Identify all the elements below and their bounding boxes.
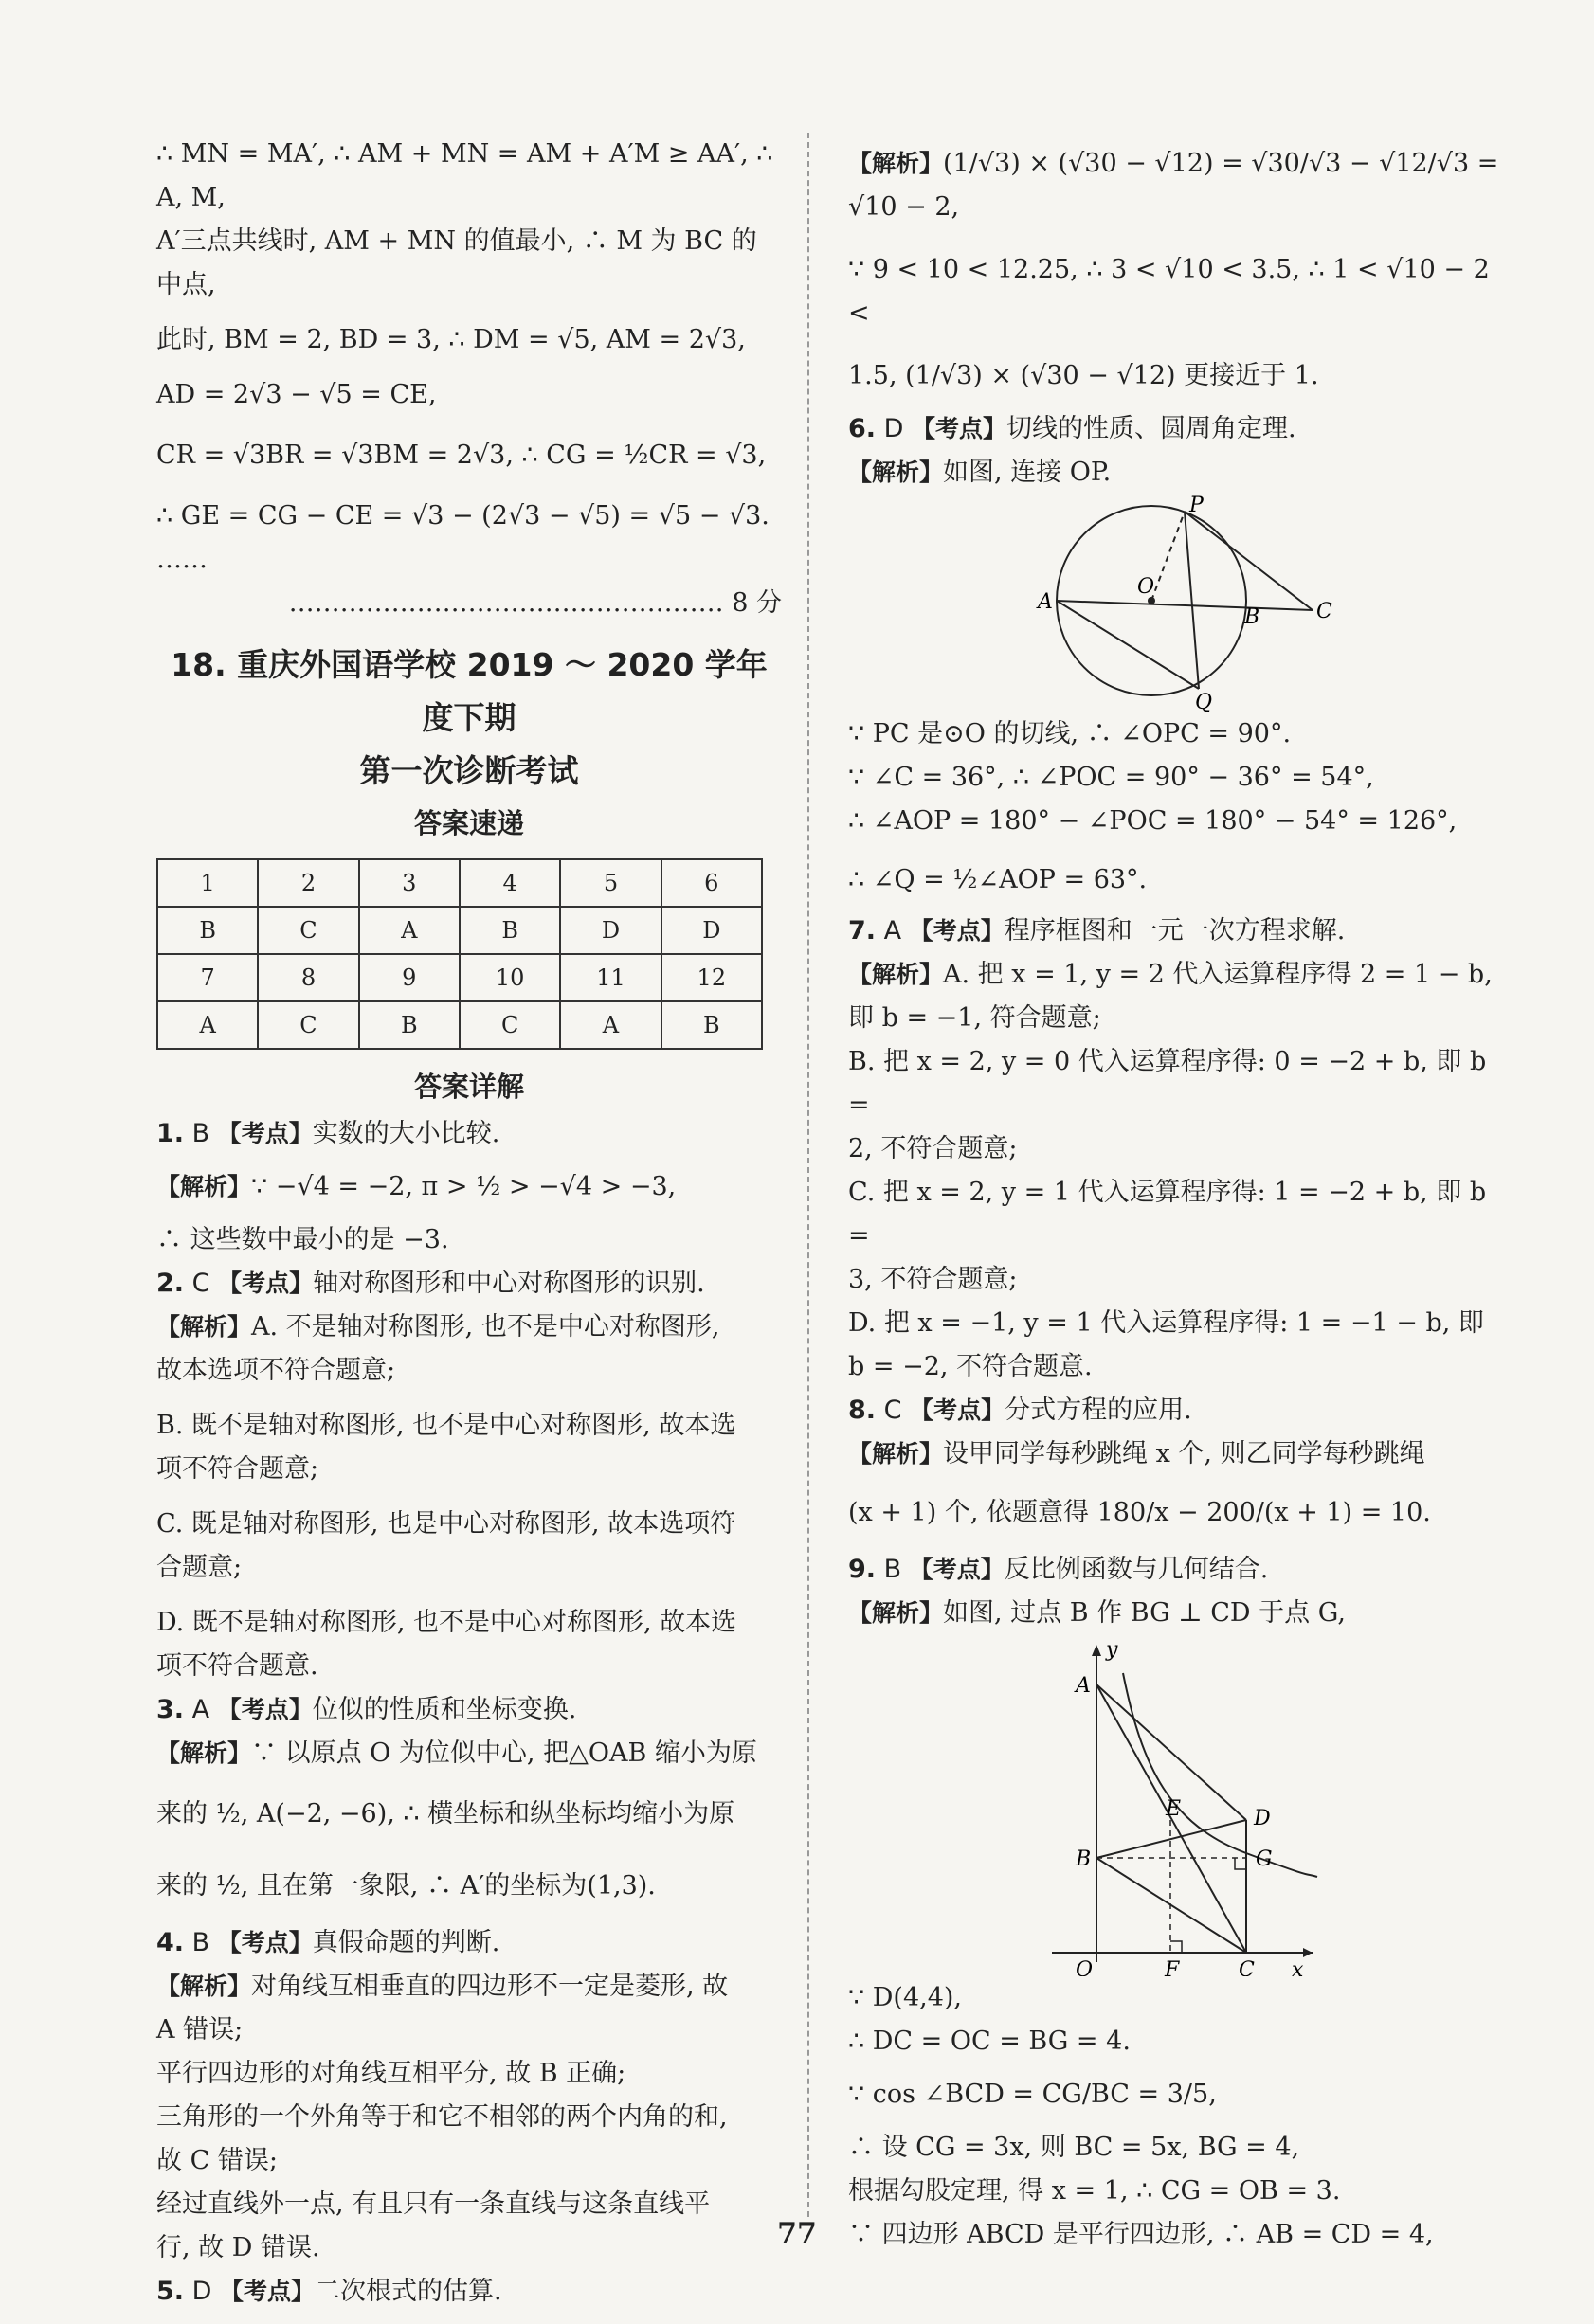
table-row (157, 859, 762, 907)
topic-text: 实数的大小比较. (312, 1119, 500, 1148)
line-aq (1057, 601, 1199, 689)
question-number: 3. (156, 1695, 185, 1724)
analysis-line: ∵ ∠C = 36°, ∴ ∠POC = 90° − 36° = 54°, (848, 763, 1374, 792)
table-cell: B (661, 1001, 762, 1049)
table-cell: 2 (258, 859, 358, 907)
answer-letter: B (883, 1555, 902, 1584)
table-cell: A (359, 907, 460, 954)
topic-text: 轴对称图形和中心对称图形的识别. (313, 1269, 705, 1298)
table-cell: 7 (157, 954, 258, 1001)
table-cell: D (560, 907, 661, 954)
question-1-header (156, 1112, 782, 1156)
question-number: 2. (156, 1269, 185, 1298)
analysis-line: 项不符合题意. (156, 1651, 318, 1681)
label-p: P (1189, 495, 1204, 517)
label-y: y (1106, 1638, 1118, 1662)
analysis-line (848, 1432, 1512, 1476)
analysis-line: 根据勾股定理, 得 x = 1, ∴ CG = OB = 3. (848, 2176, 1341, 2206)
table-cell: B (157, 907, 258, 954)
analysis-line: C. 既是轴对称图形, 也是中心对称图形, 故本选项符 (156, 1509, 736, 1539)
line-bd (1096, 1820, 1246, 1858)
table-cell: 9 (359, 954, 460, 1001)
analysis-line: ∴ ∠AOP = 180° − ∠POC = 180° − 54° = 126°, (848, 806, 1458, 836)
y-axis-arrow (1092, 1645, 1101, 1656)
kaodian-tag: 【考点】 (217, 1929, 313, 1956)
analysis-line: (x + 1) 个, 依题意得 180/x − 200/(x + 1) = 10. (848, 1498, 1431, 1527)
analysis-text: A. 把 x = 1, y = 2 代入运算程序得 2 = 1 − b, (943, 960, 1493, 989)
question-number: 5. (156, 2277, 185, 2306)
table-cell: B (460, 907, 560, 954)
label-b: B (1244, 605, 1260, 629)
topic-text: 真假命题的判断. (312, 1928, 500, 1957)
jiexi-tag: 【解析】 (156, 1173, 252, 1200)
analysis-line: 2, 不符合题意; (848, 1134, 1018, 1163)
analysis-text: A. 不是轴对称图形, 也不是中心对称图形, (251, 1312, 720, 1342)
question-3-header (156, 1688, 782, 1732)
label-f: F (1165, 1958, 1180, 1976)
analysis-text: ∵ 以原点 O 为位似中心, 把△OAB 缩小为原 (251, 1738, 757, 1768)
label-c: C (1239, 1958, 1255, 1976)
line-pq (1185, 512, 1199, 689)
jiexi-tag: 【解析】 (848, 961, 944, 988)
question-7-header (848, 910, 1512, 953)
analysis-line: 经过直线外一点, 有且只有一条直线与这条直线平 (156, 2189, 711, 2219)
analysis-line: ∴ ∠Q = ½∠AOP = 63°. (848, 865, 1148, 894)
table-cell: 10 (460, 954, 560, 1001)
answer-table (156, 858, 763, 1050)
dashed-op (1151, 512, 1185, 601)
kaodian-tag: 【考点】 (217, 1120, 313, 1147)
jiexi-tag: 【解析】 (156, 1313, 252, 1341)
table-cell: C (258, 907, 358, 954)
table-cell: 11 (560, 954, 661, 1001)
analysis-line: 1.5, (1/√3) × (√30 − √12) 更接近于 1. (848, 361, 1319, 390)
table-cell: A (560, 1001, 661, 1049)
analysis-line: b = −2, 不符合题意. (848, 1352, 1093, 1381)
question-number: 1. (156, 1119, 185, 1148)
analysis-line: D. 把 x = −1, y = 1 代入运算程序得: 1 = −1 − b, 即 (848, 1308, 1484, 1338)
analysis-line: 故 C 错误; (156, 2146, 278, 2175)
analysis-line: C. 把 x = 2, y = 1 代入运算程序得: 1 = −2 + b, 即 b = (848, 1178, 1487, 1251)
text-line: CR = √3BR = √3BM = 2√3, ∴ CG = ½CR = √3, (156, 441, 767, 470)
analysis-line: ∴ 设 CG = 3x, 则 BC = 5x, BG = 4, (848, 2133, 1300, 2162)
table-cell: 6 (661, 859, 762, 907)
answer-letter: D (883, 414, 904, 443)
text-line: 此时, BM = 2, BD = 3, ∴ DM = √5, AM = 2√3, (156, 325, 746, 354)
score-line: …………………………………………… 8 分 (288, 588, 782, 618)
analysis-line: 平行四边形的对角线互相平分, 故 B 正确; (156, 2059, 626, 2088)
tangent-pc (1185, 512, 1313, 610)
label-d: D (1254, 1807, 1271, 1830)
jiexi-tag: 【解析】 (848, 1440, 944, 1468)
analysis-line: B. 既不是轴对称图形, 也不是中心对称图形, 故本选 (156, 1411, 736, 1440)
table-cell: 1 (157, 859, 258, 907)
topic-text: 分式方程的应用. (1005, 1396, 1192, 1425)
analysis-text: 设甲同学每秒跳绳 x 个, 则乙同学每秒跳绳 (943, 1439, 1425, 1468)
label-q: Q (1195, 691, 1213, 712)
table-cell: D (661, 907, 762, 954)
question-number: 9. (848, 1555, 877, 1584)
jiexi-tag: 【解析】 (848, 459, 944, 486)
label-b: B (1076, 1847, 1092, 1871)
question-9-header (848, 1548, 1512, 1592)
hyperbola-curve (1123, 1673, 1317, 1877)
column-divider (807, 133, 809, 2217)
answer-letter: D (191, 2277, 212, 2306)
side-bc (1096, 1858, 1246, 1953)
label-x: x (1292, 1958, 1304, 1976)
analysis-line: D. 既不是轴对称图形, 也不是中心对称图形, 故本选 (156, 1608, 737, 1637)
kaodian-tag: 【考点】 (218, 1270, 314, 1297)
label-e: E (1166, 1797, 1182, 1821)
label-c: C (1316, 600, 1332, 623)
right-column (848, 133, 1512, 2257)
jiexi-tag: 【解析】 (156, 1739, 252, 1767)
question-number: 4. (156, 1928, 185, 1957)
table-cell: 3 (359, 859, 460, 907)
answer-letter: A (191, 1695, 210, 1724)
table-cell: C (258, 1001, 358, 1049)
analysis-line (156, 1732, 782, 1775)
answer-letter: C (191, 1269, 210, 1298)
analysis-line (156, 1965, 782, 2009)
analysis-line: 3, 不符合题意; (848, 1265, 1018, 1294)
question-4-header (156, 1921, 782, 1965)
line-ac (1057, 601, 1313, 610)
analysis-line: ∵ cos ∠BCD = CG/BC = 3/5, (848, 2080, 1217, 2109)
analysis-text: 如图, 过点 B 作 BG ⊥ CD 于点 G, (943, 1598, 1346, 1628)
analysis-line: ∴ 这些数中最小的是 −3. (156, 1225, 449, 1254)
analysis-line (848, 451, 1512, 495)
kaodian-tag: 【考点】 (912, 415, 1007, 442)
kaodian-tag: 【考点】 (909, 1556, 1005, 1583)
table-cell: 12 (661, 954, 762, 1001)
analysis-line: 三角形的一个外角等于和它不相邻的两个内角的和, (156, 2102, 728, 2132)
topic-text: 程序框图和一元一次方程求解. (1004, 916, 1346, 946)
answer-letter: C (883, 1396, 902, 1425)
exam-title: 18. 重庆外国语学校 2019 ～ 2020 学年度下期 (171, 646, 768, 736)
kaodian-tag: 【考点】 (220, 2278, 316, 2305)
label-a: A (1076, 1674, 1091, 1698)
label-o: O (1076, 1958, 1094, 1976)
analysis-line: 来的 ½, 且在第一象限, ∴ A′的坐标为(1,3). (156, 1871, 656, 1901)
coordinate-figure (848, 1635, 1512, 1976)
analysis-line: 即 b = −1, 符合题意; (848, 1003, 1101, 1033)
analysis-line: A 错误; (156, 2015, 244, 2045)
text-line: ∴ GE = CG − CE = √3 − (2√3 − √5) = √5 − √3. …… (156, 501, 770, 574)
text-line: AD = 2√3 − √5 = CE, (156, 380, 437, 409)
question-8-header (848, 1389, 1512, 1432)
analysis-line (848, 1592, 1512, 1635)
question-number: 8. (848, 1396, 877, 1425)
quick-answer-title: 答案速递 (413, 807, 524, 839)
page-number: 77 (777, 2217, 817, 2250)
jiexi-tag: 【解析】 (848, 1599, 944, 1627)
analysis-line (848, 142, 1512, 229)
label-o: O (1137, 575, 1155, 599)
question-2-header (156, 1262, 782, 1306)
label-a: A (1038, 590, 1053, 614)
answer-letter: A (883, 916, 902, 946)
question-number: 6. (848, 414, 877, 443)
analysis-line: ∴ DC = OC = BG = 4. (848, 2027, 1131, 2056)
analysis-line: ∵ D(4,4), (848, 1983, 962, 2012)
question-number: 7. (848, 916, 877, 946)
analysis-text: ∵ −√4 = −2, π > ½ > −√4 > −3, (251, 1172, 677, 1201)
analysis-line (156, 1165, 782, 1209)
table-row (157, 954, 762, 1001)
analysis-line: 行, 故 D 错误. (156, 2233, 320, 2262)
answer-letter: B (191, 1928, 210, 1957)
topic-text: 切线的性质、圆周角定理. (1006, 414, 1296, 443)
table-row (157, 907, 762, 954)
table-cell: 8 (258, 954, 358, 1001)
text-line: 中点, (156, 270, 216, 299)
exam-title-line2: 第一次诊断考试 (359, 752, 579, 789)
analysis-text: (1/√3) × (√30 − √12) = √30/√3 − √12/√3 = √10 − 2, (848, 149, 1499, 222)
analysis-line: 故本选项不符合题意; (156, 1356, 396, 1385)
analysis-line: ∵ PC 是⊙O 的切线, ∴ ∠OPC = 90°. (848, 719, 1292, 748)
right-angle-f (1170, 1941, 1182, 1953)
analysis-line (156, 1306, 782, 1349)
analysis-text: 如图, 连接 OP. (943, 458, 1112, 487)
table-row (157, 1001, 762, 1049)
analysis-line: ∵ 四边形 ABCD 是平行四边形, ∴ AB = CD = 4, (848, 2220, 1434, 2249)
kaodian-tag: 【考点】 (217, 1696, 313, 1723)
jiexi-tag: 【解析】 (156, 1973, 252, 2000)
topic-text: 二次根式的估算. (315, 2277, 502, 2306)
analysis-line: ∵ 9 < 10 < 12.25, ∴ 3 < √10 < 3.5, ∴ 1 < √10 − 2 < (848, 255, 1490, 328)
question-5-header (156, 2270, 782, 2314)
analysis-line: 合题意; (156, 1553, 243, 1582)
jiexi-tag: 【解析】 (848, 150, 944, 177)
question-6-header (848, 407, 1512, 451)
analysis-line: 项不符合题意; (156, 1454, 319, 1484)
circle-tangent-figure (848, 495, 1512, 712)
analysis-line: 来的 ½, A(−2, −6), ∴ 横坐标和纵坐标均缩小为原 (156, 1799, 735, 1829)
text-line: A′三点共线时, AM + MN 的值最小, ∴ M 为 BC 的 (156, 226, 757, 256)
table-cell: 5 (560, 859, 661, 907)
table-cell: B (359, 1001, 460, 1049)
analysis-line: B. 把 x = 2, y = 0 代入运算程序得: 0 = −2 + b, 即 b = (848, 1047, 1487, 1120)
table-cell: A (157, 1001, 258, 1049)
label-g: G (1256, 1847, 1273, 1871)
right-angle-g (1235, 1858, 1246, 1869)
table-cell: C (460, 1001, 560, 1049)
topic-text: 反比例函数与几何结合. (1004, 1555, 1269, 1584)
x-axis-arrow (1303, 1948, 1313, 1957)
table-cell: 4 (460, 859, 560, 907)
kaodian-tag: 【考点】 (909, 917, 1005, 945)
topic-text: 位似的性质和坐标变换. (312, 1695, 577, 1724)
text-line: ∴ MN = MA′, ∴ AM + MN = AM + A′M ≥ AA′, ∴ A, M, (156, 139, 773, 212)
answer-letter: B (191, 1119, 210, 1148)
analysis-text: 对角线互相垂直的四边形不一定是菱形, 故 (251, 1972, 729, 2001)
kaodian-tag: 【考点】 (910, 1396, 1005, 1424)
detail-title: 答案详解 (413, 1071, 524, 1103)
analysis-line (848, 953, 1512, 997)
left-column (156, 133, 782, 2314)
